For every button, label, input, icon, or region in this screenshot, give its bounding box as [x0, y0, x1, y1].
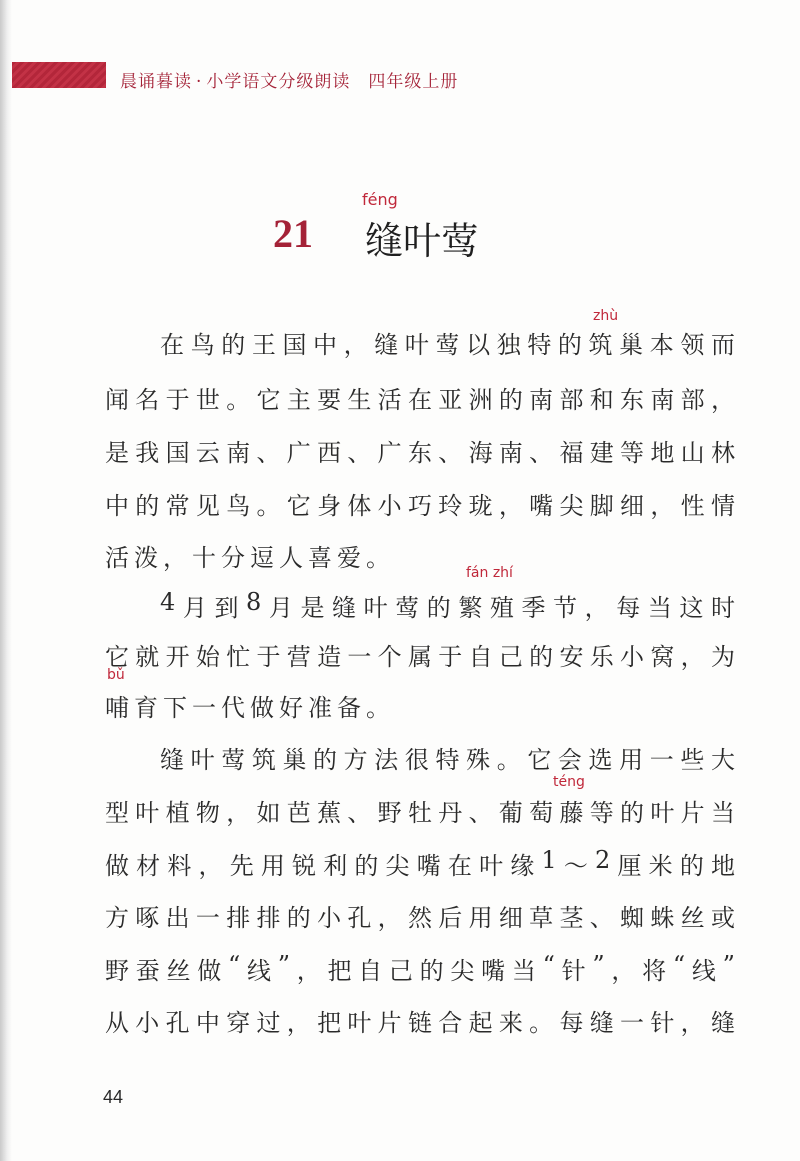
paragraph-1-line-2: 闻 名 于 世 。 它 主 要 生 活 在 亚 洲 的 南 部 和 东 南 部 ，: [105, 386, 735, 414]
pinyin-zhu: zhù: [593, 308, 619, 324]
pinyin-teng: téng: [553, 774, 585, 790]
lesson-title: 缝叶莺: [365, 219, 480, 263]
paragraph-2-line-1: 4 月 到 8 月 是 缝 叶 莺 的 繁 殖 季 节 ， 每 当 这 时: [160, 588, 735, 622]
header-ribbon: [12, 62, 106, 88]
paragraph-3-line-5: 野 蚕 丝 做 “ 线 ” ， 把 自 己 的 尖 嘴 当 “ 针 ” ， 将 “ 线 ”: [105, 951, 735, 985]
title-pinyin: féng: [362, 190, 398, 209]
paragraph-3-line-6: 从 小 孔 中 穿 过 ， 把 叶 片 链 合 起 来 。 每 缝 一 针 ， 缝: [105, 1009, 735, 1037]
paragraph-3-line-4: 方 啄 出 一 排 排 的 小 孔 ， 然 后 用 细 草 茎 、 蜘 蛛 丝 或: [105, 904, 735, 932]
book-page: [12, 0, 800, 1161]
paragraph-1-line-5: 活泼，十分逗人喜爱。: [105, 544, 395, 572]
paragraph-1-line-1: 在 鸟 的 王 国 中 ， 缝 叶 莺 以 独 特 的 筑 巢 本 领 而: [160, 331, 735, 359]
paragraph-3-line-2: 型 叶 植 物 ， 如 芭 蕉 、 野 牡 丹 、 葡 萄 藤 等 的 叶 片 当: [105, 799, 735, 827]
series-name: 晨诵暮读: [120, 72, 192, 92]
page-binding-shadow: [0, 0, 12, 1161]
grade-label: 四年级上册: [368, 72, 459, 92]
paragraph-1-line-3: 是 我 国 云 南 、 广 西 、 广 东 、 海 南 、 福 建 等 地 山 林: [105, 439, 735, 467]
pinyin-bu: bǔ: [107, 667, 125, 683]
page-number: 44: [103, 1087, 124, 1107]
lesson-number: 21: [273, 211, 313, 256]
book-name: 小学语文分级朗读: [206, 72, 351, 92]
paragraph-2-line-2: 它 就 开 始 忙 于 营 造 一 个 属 于 自 己 的 安 乐 小 窝 ， 为: [105, 643, 735, 671]
paragraph-3-line-3: 做 材 料 ， 先 用 锐 利 的 尖 嘴 在 叶 缘 1 ～ 2 厘 米 的 地: [105, 846, 735, 880]
pinyin-fanzhi: fán zhí: [466, 565, 513, 581]
paragraph-2-line-3: 哺育下一代做好准备。: [105, 694, 395, 722]
running-header: [120, 67, 458, 92]
paragraph-1-line-4: 中 的 常 见 鸟 。 它 身 体 小 巧 玲 珑 ， 嘴 尖 脚 细 ， 性 情: [105, 492, 735, 520]
header-separator: ·: [196, 72, 203, 92]
paragraph-3-line-1: 缝 叶 莺 筑 巢 的 方 法 很 特 殊 。 它 会 选 用 一 些 大: [160, 746, 735, 774]
